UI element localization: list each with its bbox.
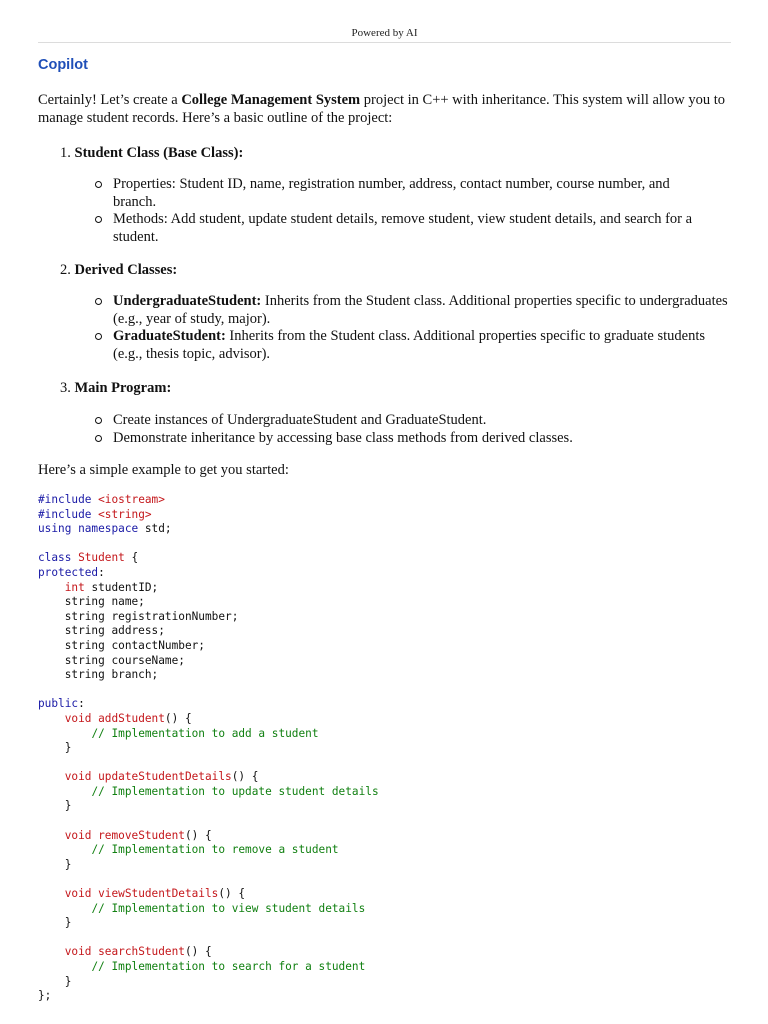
code-type: void xyxy=(64,770,92,784)
code-keyword: protected xyxy=(38,565,99,579)
section-title: Derived Classes: xyxy=(74,262,178,278)
code-text: () { xyxy=(218,887,246,901)
code-text xyxy=(38,960,91,973)
code-line xyxy=(38,887,379,902)
code-line xyxy=(38,741,379,756)
code-line xyxy=(38,610,379,625)
code-line xyxy=(38,785,379,800)
bullet-text: Properties: Student ID, name, registration number, address, contact number, course number, and branch. xyxy=(113,176,670,210)
intro-project-name: College Management System xyxy=(181,92,361,108)
code-line xyxy=(38,624,379,639)
code-text: string address; xyxy=(38,624,165,638)
intro-prefix: Certainly! Let’s create a xyxy=(38,92,182,108)
code-text: : xyxy=(78,697,85,711)
code-comment: // Implementation to view student details xyxy=(91,901,366,915)
code-line xyxy=(38,799,379,814)
code-keyword: using namespace xyxy=(38,522,145,536)
code-line xyxy=(38,551,379,566)
powered-by-banner: Powered by AI xyxy=(38,26,731,43)
code-text: } xyxy=(38,974,72,988)
code-text xyxy=(38,727,91,740)
code-line xyxy=(38,916,379,931)
code-text: } xyxy=(38,741,72,755)
bullet-bold: GraduateStudent: xyxy=(113,328,226,344)
code-type: Student xyxy=(78,551,125,565)
code-line xyxy=(38,712,379,727)
code-text: } xyxy=(38,916,72,930)
code-line xyxy=(38,902,379,917)
code-text: } xyxy=(38,857,72,871)
code-comment: // Implementation to add a student xyxy=(91,726,319,740)
code-line xyxy=(38,493,379,508)
code-function: viewStudentDetails xyxy=(98,887,219,901)
code-text: { xyxy=(124,551,139,565)
code-text: () { xyxy=(184,828,212,842)
bullet-text: Create instances of UndergraduateStudent and GraduateStudent. xyxy=(113,412,487,428)
code-keyword: #include xyxy=(38,493,99,506)
code-line xyxy=(38,960,379,975)
code-text xyxy=(38,785,91,798)
code-line xyxy=(38,814,379,829)
code-type: int xyxy=(64,580,85,594)
code-line xyxy=(38,858,379,873)
code-text: string name; xyxy=(38,595,145,609)
code-function: updateStudentDetails xyxy=(98,770,232,784)
code-string: <string> xyxy=(98,507,152,521)
code-text xyxy=(38,770,65,783)
code-line xyxy=(38,639,379,654)
code-line xyxy=(38,756,379,771)
code-text xyxy=(38,843,91,856)
code-comment: // Implementation to update student details xyxy=(91,784,379,798)
code-line xyxy=(38,872,379,887)
bullet-bold: UndergraduateStudent: xyxy=(113,293,262,309)
code-type: void xyxy=(64,887,92,901)
code-text: string courseName; xyxy=(38,653,185,667)
code-line xyxy=(38,770,379,785)
code-text: : xyxy=(98,565,105,579)
code-text xyxy=(38,945,65,958)
assistant-name: Copilot xyxy=(38,57,88,73)
code-line xyxy=(38,829,379,844)
code-line xyxy=(38,595,379,610)
code-line xyxy=(38,522,379,537)
code-line xyxy=(38,931,379,946)
list-item xyxy=(94,176,714,211)
code-keyword: #include xyxy=(38,507,99,521)
section-title: Main Program: xyxy=(74,380,172,396)
list-item xyxy=(94,412,734,430)
section-3-bullets xyxy=(94,412,734,447)
code-text: string registrationNumber; xyxy=(38,609,239,623)
section-2-heading xyxy=(60,261,177,279)
code-text xyxy=(38,829,65,842)
code-text: () { xyxy=(164,711,192,725)
section-number: 1. xyxy=(60,145,71,161)
code-text: string branch; xyxy=(38,668,159,682)
bullet-text: Methods: Add student, update student details, remove student, view student details, and search for a student. xyxy=(113,211,693,245)
bullet-text: Demonstrate inheritance by accessing base class methods from derived classes. xyxy=(113,429,573,446)
example-lead-text: Here’s a simple example to get you started: xyxy=(38,462,289,478)
section-1-bullets xyxy=(94,176,714,246)
list-item xyxy=(94,328,734,363)
list-item xyxy=(94,293,734,328)
code-string: <iostream> xyxy=(98,493,165,506)
code-text: studentID; xyxy=(84,580,159,594)
code-line xyxy=(38,566,379,581)
code-function: addStudent xyxy=(98,711,165,725)
code-text xyxy=(38,712,65,725)
code-line xyxy=(38,654,379,669)
intro-suffix: project in C++ with inheritance. This system will allow you to manage student records. Here’s a basic outline of the project: xyxy=(38,92,725,126)
code-keyword: public xyxy=(38,697,79,711)
code-text: string contactNumber; xyxy=(38,638,205,652)
code-line xyxy=(38,581,379,596)
code-text xyxy=(38,887,65,900)
code-comment: // Implementation to search for a student xyxy=(91,960,366,973)
bullet-text: Inherits from the Student class. Additional properties specific to undergraduates (e.g., year of study, major). xyxy=(113,293,728,327)
code-line xyxy=(38,727,379,742)
code-type: void xyxy=(64,945,92,959)
code-text: }; xyxy=(38,989,52,1003)
code-text: std; xyxy=(144,522,172,536)
code-comment: // Implementation to remove a student xyxy=(91,843,339,857)
code-line xyxy=(38,683,379,698)
code-function: searchStudent xyxy=(98,945,185,959)
code-function: removeStudent xyxy=(98,828,185,842)
section-number: 2. xyxy=(60,262,71,278)
section-2-bullets xyxy=(94,293,734,363)
list-item xyxy=(94,211,714,246)
code-type: void xyxy=(64,828,92,842)
code-line xyxy=(38,843,379,858)
section-number: 3. xyxy=(60,380,71,396)
code-text: () { xyxy=(184,945,212,959)
intro-paragraph xyxy=(38,91,738,127)
code-line xyxy=(38,668,379,683)
code-line xyxy=(38,697,379,712)
code-line xyxy=(38,975,379,990)
code-text xyxy=(38,581,65,594)
bullet-text: Inherits from the Student class. Additional properties specific to graduate students (e.g., thesis topic, advisor). xyxy=(113,328,705,362)
code-line xyxy=(38,537,379,552)
code-text: () { xyxy=(231,770,259,784)
code-keyword: class xyxy=(38,551,79,565)
code-text: } xyxy=(38,799,72,813)
code-type: void xyxy=(64,711,92,725)
section-1-heading xyxy=(60,144,243,162)
code-line xyxy=(38,508,379,523)
code-line xyxy=(38,989,379,1004)
section-title: Student Class (Base Class): xyxy=(74,145,244,161)
code-text xyxy=(38,902,91,915)
code-line xyxy=(38,945,379,960)
list-item xyxy=(94,430,734,448)
section-3-heading xyxy=(60,379,171,397)
code-block xyxy=(38,493,379,1004)
